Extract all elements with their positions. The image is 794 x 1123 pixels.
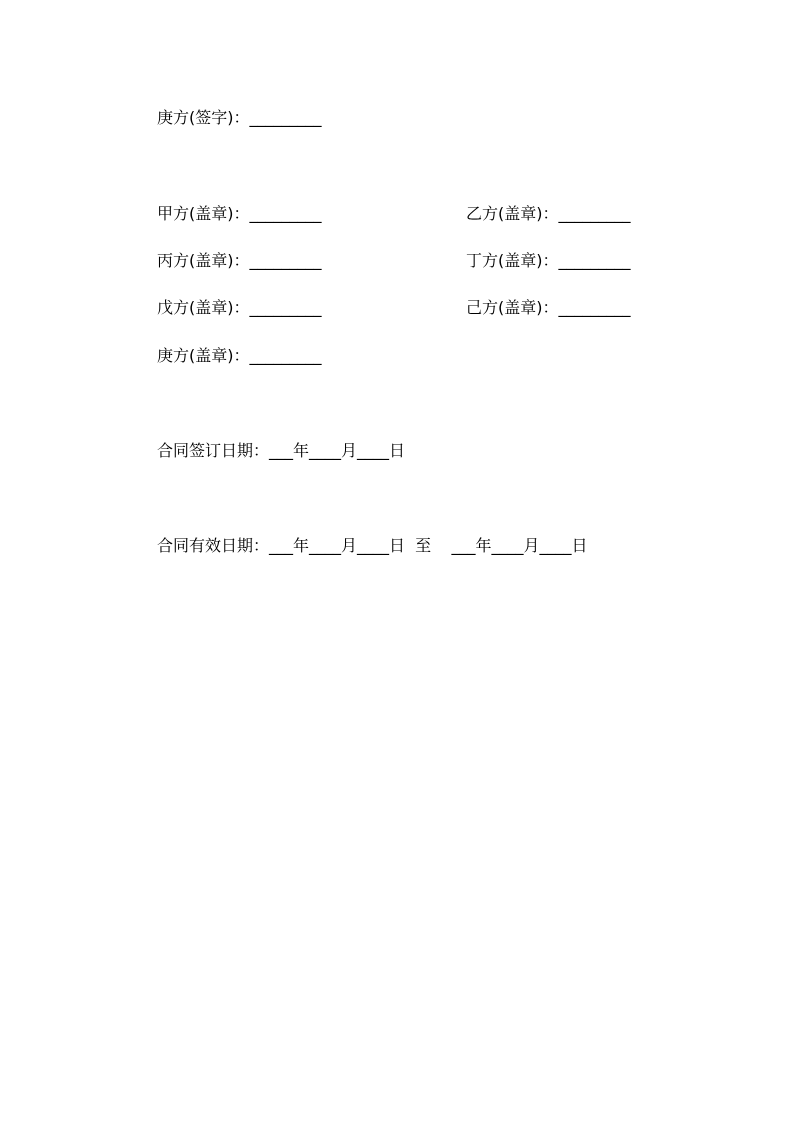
contract-signing-date: 合同签订日期：___年____月____日: [157, 441, 406, 460]
geng-seal-line: 庚方(盖章)：_________: [157, 346, 322, 365]
ding-seal-line: 丁方(盖章)：_________: [466, 251, 631, 270]
bing-seal-line: 丙方(盖章)：_________: [157, 251, 322, 270]
ji-seal-line: 己方(盖章)：_________: [466, 298, 631, 317]
yi-seal-line: 乙方(盖章)：_________: [466, 204, 631, 223]
jia-seal-line: 甲方(盖章)：_________: [157, 204, 322, 223]
contract-valid-period: 合同有效日期：___年____月____日 至 ___年____月____日: [157, 536, 588, 555]
wu-seal-line: 戊方(盖章)：_________: [157, 298, 322, 317]
geng-signature-line: 庚方(签字)：_________: [157, 108, 322, 127]
